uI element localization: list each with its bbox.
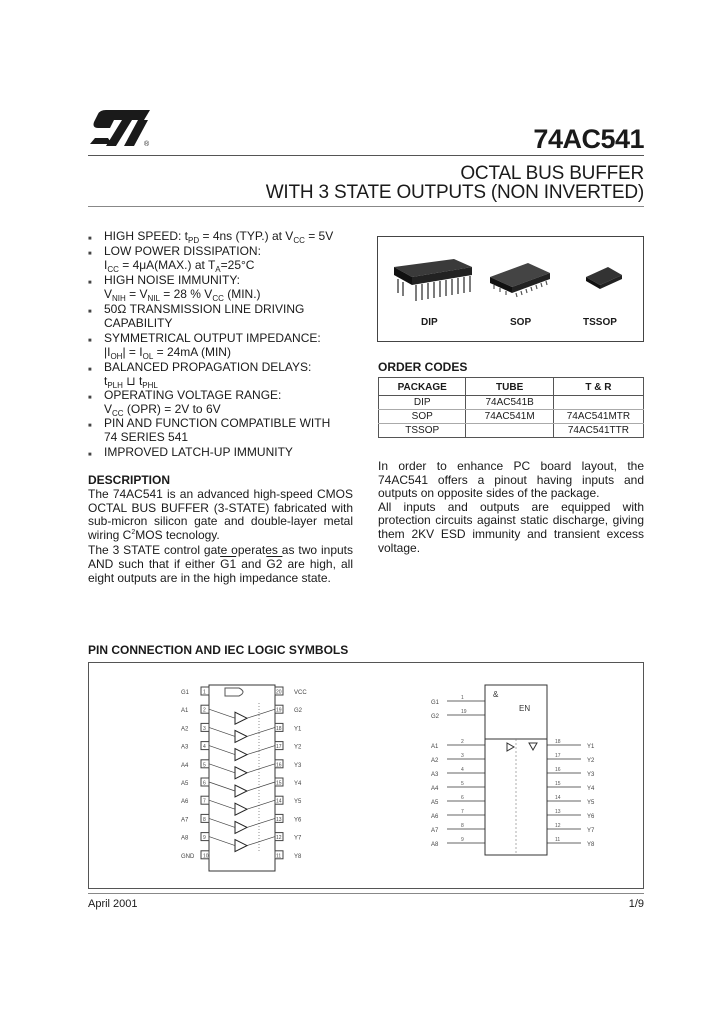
pin-name-left: GND	[181, 853, 195, 860]
buffer-symbol	[235, 821, 247, 833]
pin-name-right: Y5	[294, 799, 302, 806]
buffer-input-wire	[209, 727, 235, 736]
col-header: T & R	[553, 378, 643, 396]
pin-name-left: A7	[181, 817, 189, 824]
iec-input-name: G1	[431, 700, 440, 706]
bullet-icon: ■	[88, 236, 92, 242]
pin-diagrams	[89, 663, 643, 888]
iec-output-name: Y3	[587, 772, 595, 778]
bullet-icon: ■	[88, 251, 92, 257]
pin-number-left: 4	[203, 744, 206, 751]
iec-input-name: A6	[431, 814, 439, 820]
iec-input-name: A7	[431, 828, 439, 834]
buffer-output-wire	[247, 782, 275, 791]
pin-number-right: 15	[276, 780, 282, 787]
iec-output-pin-number: 11	[555, 837, 561, 843]
sop-label: SOP	[510, 317, 532, 328]
pin-name-right: Y8	[294, 853, 302, 860]
pin-name-right: Y3	[294, 762, 302, 769]
pin-number-left: 1	[203, 689, 206, 696]
header-rule	[88, 155, 644, 156]
iec-output-pin-number: 15	[555, 781, 561, 787]
iec-input-pin-number: 5	[461, 781, 464, 787]
description-left: The 74AC541 is an advanced high-speed CMOS OCTAL BUS BUFFER (3-STATE) fabricated with sub-micron silicon gate and double-layer metal wiring $C^2MOS$ tecnology. The 3 STATE control gate operates as two inputs AND such that if either G1 and G2 are high, all eight outputs are in the high impedance state.	[88, 487, 353, 585]
description-heading: DESCRIPTION	[88, 473, 171, 487]
footer-page-number: 1/9	[628, 898, 644, 910]
buffer-output-wire	[247, 727, 275, 736]
iec-input-pin-number: 19	[461, 709, 467, 715]
buffer-input-wire	[209, 746, 235, 755]
registered-mark: ®	[144, 141, 150, 148]
buffer-symbol	[235, 767, 247, 779]
sop-package-image	[490, 263, 550, 297]
pin-name-left: A4	[181, 762, 189, 769]
buffer-input-wire	[209, 709, 235, 718]
tssop-label: TSSOP	[583, 317, 617, 328]
iec-en-label: EN	[519, 704, 531, 713]
pin-name-left: A8	[181, 835, 189, 842]
buffer-input-wire	[209, 837, 235, 846]
col-header: TUBE	[466, 378, 553, 396]
buffer-output-wire	[247, 709, 275, 718]
buffer-output-wire	[247, 764, 275, 773]
pin-number-left: 10	[203, 853, 209, 860]
footer-rule	[88, 893, 644, 894]
part-number: 74AC541	[533, 124, 644, 154]
pin-name-right: Y4	[294, 781, 302, 787]
iec-output-pin-number: 16	[555, 767, 561, 773]
iec-input-name: A3	[431, 772, 439, 778]
bullet-icon: ■	[88, 309, 92, 315]
pin-number-left: 8	[203, 816, 206, 823]
pin-name-right: VCC	[294, 690, 307, 696]
description-right: In order to enhance PC board layout, the 74AC541 offers a pinout having inputs and outputs on opposite sides of the package. All inputs and outputs are equipped with protection circuits against static discharge, giving them 2KV ESD immunity and transient excess voltage.	[378, 459, 644, 555]
iec-input-pin-number: 7	[461, 809, 464, 815]
dip-label: DIP	[421, 317, 438, 328]
table-row: DIP 74AC541B	[379, 396, 644, 410]
iec-output-pin-number: 13	[555, 809, 561, 815]
pin-name-left: A3	[181, 744, 189, 751]
pin-number-left: 9	[203, 835, 206, 842]
pin-number-right: 18	[276, 725, 282, 732]
bullet-icon: ■	[88, 452, 92, 458]
pin-name-right: G2	[294, 708, 303, 715]
iec-input-pin-number: 6	[461, 795, 464, 801]
footer-date: April 2001	[88, 898, 138, 910]
buffer-output-wire	[247, 837, 275, 846]
buffer-symbol	[235, 803, 247, 815]
pin-section-heading: PIN CONNECTION AND IEC LOGIC SYMBOLS	[88, 643, 349, 657]
pin-name-left: A1	[181, 708, 189, 715]
iec-output-name: Y4	[587, 786, 595, 792]
package-images	[377, 236, 644, 342]
bullet-icon: ■	[88, 338, 92, 344]
iec-output-name: Y2	[587, 758, 595, 764]
pin-name-left: G1	[181, 690, 190, 696]
buffer-input-wire	[209, 818, 235, 827]
pin-number-right: 17	[276, 744, 282, 751]
bullet-icon: ■	[88, 367, 92, 373]
pin-number-right: 14	[276, 798, 282, 805]
pin-number-left: 5	[203, 762, 206, 769]
iec-input-name: A1	[431, 744, 439, 750]
pin-name-right: Y2	[294, 744, 302, 751]
pin-number-right: 20	[276, 689, 282, 696]
buffer-output-wire	[247, 818, 275, 827]
iec-input-name: A4	[431, 786, 439, 792]
iec-input-name: G2	[431, 714, 440, 720]
pin-number-right: 13	[276, 816, 282, 823]
pin-number-right: 12	[276, 835, 282, 842]
pin-number-left: 2	[203, 707, 206, 714]
iec-output-name: Y8	[587, 842, 595, 848]
pin-name-right: Y7	[294, 835, 302, 842]
buffer-output-wire	[247, 800, 275, 809]
iec-and-label: &	[493, 690, 499, 699]
dip-package-image	[394, 259, 472, 301]
iec-output-pin-number: 18	[555, 739, 561, 745]
pin-name-left: A5	[181, 781, 189, 787]
col-header: PACKAGE	[379, 378, 466, 396]
iec-input-pin-number: 4	[461, 767, 464, 773]
st-logo	[86, 104, 156, 150]
pin-number-left: 3	[203, 725, 206, 732]
pin-name-right: Y6	[294, 817, 302, 824]
buffer-symbol	[235, 712, 247, 724]
pin-name-left: A6	[181, 799, 189, 806]
iec-output-pin-number: 12	[555, 823, 561, 829]
iec-input-name: A8	[431, 842, 439, 848]
iec-input-name: A5	[431, 800, 439, 806]
iec-input-pin-number: 9	[461, 837, 464, 843]
table-row: TSSOP 74AC541TTR	[379, 424, 644, 438]
iec-output-name: Y6	[587, 814, 595, 820]
pin-number-right: 19	[276, 707, 282, 714]
table-header-row	[379, 378, 644, 396]
iec-input-pin-number: 2	[461, 739, 464, 745]
iec-output-name: Y1	[587, 744, 595, 750]
iec-input-name: A2	[431, 758, 439, 764]
table-row: SOP 74AC541M 74AC541MTR	[379, 410, 644, 424]
buffer-input-wire	[209, 764, 235, 773]
order-codes-heading: ORDER CODES	[378, 360, 468, 374]
pin-name-left: A2	[181, 726, 189, 733]
iec-input-pin-number: 8	[461, 823, 464, 829]
bullet-icon: ■	[88, 280, 92, 286]
tssop-package-image	[586, 267, 622, 289]
iec-input-pin-number: 1	[461, 695, 464, 701]
pin-number-right: 11	[276, 853, 282, 860]
order-codes-table	[378, 377, 644, 438]
pin-diagram-box	[88, 662, 644, 889]
buffer-output-wire	[247, 746, 275, 755]
pin-number-left: 7	[203, 798, 206, 805]
iec-output-pin-number: 17	[555, 753, 561, 759]
buffer-symbol	[235, 730, 247, 742]
buffer-input-wire	[209, 800, 235, 809]
bullet-icon: ■	[88, 423, 92, 429]
pin-number-right: 16	[276, 762, 282, 769]
iec-input-pin-number: 3	[461, 753, 464, 759]
title-rule	[88, 206, 644, 207]
pin-name-right: Y1	[294, 726, 302, 733]
buffer-symbol	[235, 749, 247, 761]
title-line-1: OCTAL BUS BUFFER	[460, 163, 644, 184]
iec-output-pin-number: 14	[555, 795, 561, 801]
iec-output-name: Y5	[587, 800, 595, 806]
pin-number-left: 6	[203, 780, 206, 787]
iec-logic-symbol	[431, 685, 595, 855]
buffer-symbol	[235, 785, 247, 797]
pin-connection-diagram	[181, 685, 307, 871]
buffer-input-wire	[209, 782, 235, 791]
iec-output-name: Y7	[587, 828, 595, 834]
title-line-2: WITH 3 STATE OUTPUTS (NON INVERTED)	[265, 182, 644, 203]
buffer-symbol	[235, 840, 247, 852]
bullet-icon: ■	[88, 395, 92, 401]
